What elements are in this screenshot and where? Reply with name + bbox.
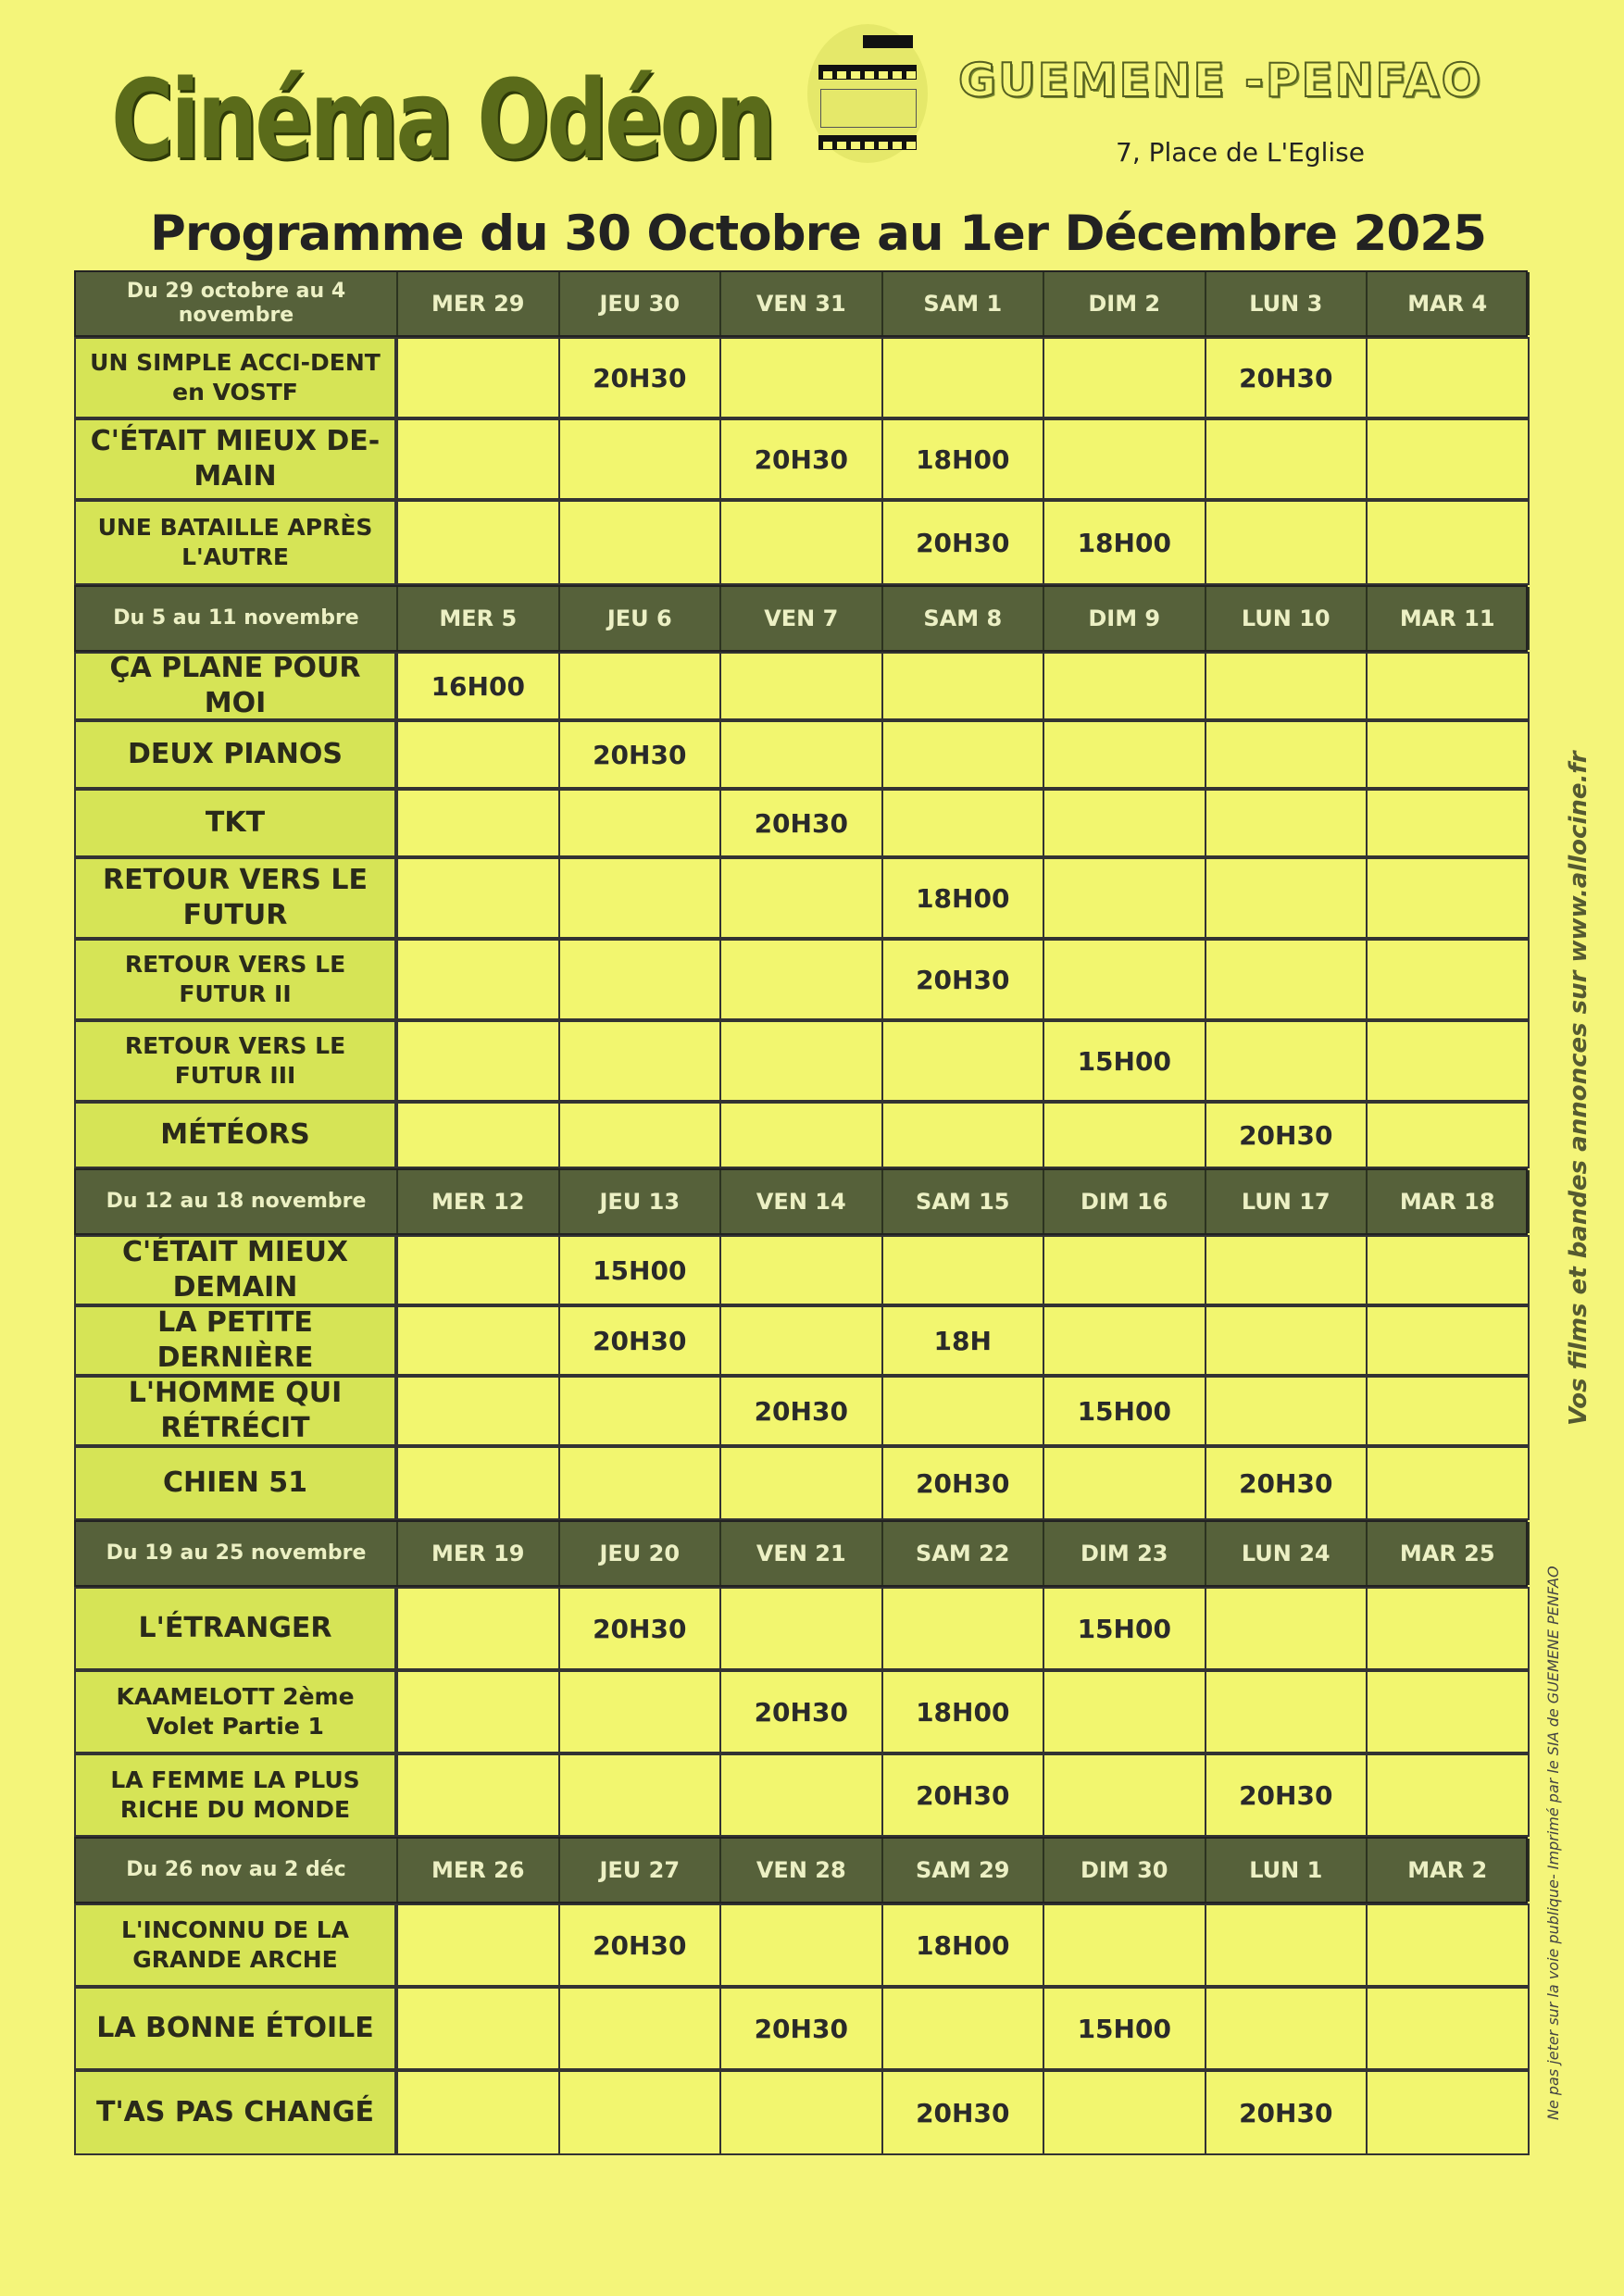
day-header: MAR 2 (1368, 1839, 1530, 1902)
showtime-cell: 20H30 (558, 337, 722, 418)
day-header: JEU 27 (560, 1839, 722, 1902)
address: 7, Place de L'Eglise (1116, 137, 1365, 168)
film-title: UN SIMPLE ACCI-DENT en VOSTF (74, 337, 396, 418)
showtime-cell: 20H30 (719, 1376, 883, 1446)
showtime-cell (1043, 2070, 1206, 2155)
film-clapper-logo-icon (807, 24, 928, 163)
film-title: L'INCONNU DE LA GRANDE ARCHE (74, 1903, 396, 1987)
showtime-cell: 20H30 (719, 1670, 883, 1753)
showtime-cell (558, 1987, 722, 2070)
showtime-cell (1205, 939, 1368, 1020)
film-row (74, 1587, 1528, 1670)
film-title: C'ÉTAIT MIEUX DEMAIN (74, 1235, 396, 1305)
showtime-cell (558, 418, 722, 500)
showtime-cell (1043, 1305, 1206, 1376)
showtime-cell (1366, 1987, 1530, 2070)
showtime-cell (396, 1102, 560, 1168)
showtime-cell (396, 939, 560, 1020)
week-label: Du 26 nov au 2 déc (76, 1839, 398, 1902)
film-title: UNE BATAILLE APRÈS L'AUTRE (74, 500, 396, 585)
showtime-cell (719, 500, 883, 585)
showtime-cell (1366, 720, 1530, 789)
showtime-cell: 20H30 (881, 1446, 1045, 1520)
showtime-cell (558, 500, 722, 585)
day-header: LUN 1 (1206, 1839, 1368, 1902)
showtime-cell: 20H30 (719, 1987, 883, 2070)
showtime-cell (1366, 2070, 1530, 2155)
showtime-cell (719, 939, 883, 1020)
showtime-cell (719, 337, 883, 418)
showtime-cell (719, 1020, 883, 1102)
day-header: JEU 30 (560, 272, 722, 335)
showtime-cell (719, 1305, 883, 1376)
week-header (74, 270, 1528, 337)
showtime-cell (396, 1670, 560, 1753)
showtime-cell: 20H30 (558, 720, 722, 789)
showtime-cell (1205, 789, 1368, 857)
showtime-cell (558, 2070, 722, 2155)
showtime-cell (1043, 1753, 1206, 1837)
film-title: RETOUR VERS LE FUTUR III (74, 1020, 396, 1102)
showtime-cell (1043, 1446, 1206, 1520)
showtime-cell: 18H00 (1043, 500, 1206, 585)
showtime-cell: 20H30 (881, 939, 1045, 1020)
showtime-cell (1205, 1376, 1368, 1446)
day-header: SAM 22 (883, 1522, 1045, 1585)
showtime-cell: 20H30 (881, 1753, 1045, 1837)
showtime-cell: 15H00 (1043, 1587, 1206, 1670)
week-label: Du 5 au 11 novembre (76, 587, 398, 650)
showtime-cell: 18H00 (881, 418, 1045, 500)
showtime-cell: 15H00 (1043, 1987, 1206, 2070)
showtime-cell (1043, 1102, 1206, 1168)
showtime-cell (1043, 720, 1206, 789)
showtime-cell (881, 1102, 1045, 1168)
programme-title: Programme du 30 Octobre au 1er Décembre 2025 (150, 206, 1486, 262)
day-header: DIM 23 (1044, 1522, 1206, 1585)
showtime-cell (1366, 1376, 1530, 1446)
showtime-cell: 20H30 (1205, 1102, 1368, 1168)
showtime-cell: 15H00 (558, 1235, 722, 1305)
showtime-cell (1366, 652, 1530, 720)
showtime-cell (719, 857, 883, 939)
showtime-cell (719, 720, 883, 789)
showtime-cell (396, 857, 560, 939)
showtime-cell (1205, 1987, 1368, 2070)
film-row (74, 939, 1528, 1020)
film-title: ÇA PLANE POUR MOI (74, 652, 396, 720)
showtime-cell: 20H30 (719, 418, 883, 500)
day-header: LUN 24 (1206, 1522, 1368, 1585)
showtime-cell (719, 1903, 883, 1987)
film-row (74, 652, 1528, 720)
day-header: SAM 29 (883, 1839, 1045, 1902)
showtime-cell (881, 1235, 1045, 1305)
showtime-cell (881, 1587, 1045, 1670)
film-title: LA BONNE ÉTOILE (74, 1987, 396, 2070)
showtime-cell (558, 789, 722, 857)
showtime-cell (396, 2070, 560, 2155)
film-title: RETOUR VERS LE FUTUR (74, 857, 396, 939)
day-header: LUN 17 (1206, 1170, 1368, 1233)
day-header: MER 19 (398, 1522, 560, 1585)
film-row (74, 720, 1528, 789)
showtime-cell (1366, 1235, 1530, 1305)
showtime-cell (1366, 789, 1530, 857)
film-row (74, 857, 1528, 939)
showtime-cell (1366, 418, 1530, 500)
showtime-cell (558, 1670, 722, 1753)
film-title: T'AS PAS CHANGÉ (74, 2070, 396, 2155)
film-row (74, 2070, 1528, 2155)
showtime-cell (1205, 1587, 1368, 1670)
showtime-cell: 20H30 (1205, 2070, 1368, 2155)
showtime-cell (1043, 789, 1206, 857)
day-header: VEN 14 (721, 1170, 883, 1233)
film-row (74, 1305, 1528, 1376)
day-header: MER 12 (398, 1170, 560, 1233)
film-title: C'ÉTAIT MIEUX DE-MAIN (74, 418, 396, 500)
showtime-cell (396, 1305, 560, 1376)
cinema-title: Cinéma Odéon (111, 56, 773, 183)
film-title: LA PETITE DERNIÈRE (74, 1305, 396, 1376)
day-header: DIM 9 (1044, 587, 1206, 650)
week-header (74, 1837, 1528, 1903)
showtime-cell: 20H30 (1205, 1446, 1368, 1520)
showtime-cell (881, 789, 1045, 857)
showtime-cell (719, 2070, 883, 2155)
film-title: L'ÉTRANGER (74, 1587, 396, 1670)
showtime-cell (396, 1446, 560, 1520)
showtime-cell (1205, 418, 1368, 500)
day-header: MAR 4 (1368, 272, 1530, 335)
showtime-cell (396, 1587, 560, 1670)
showtime-cell: 20H30 (558, 1305, 722, 1376)
showtime-cell (396, 1903, 560, 1987)
day-header: DIM 30 (1044, 1839, 1206, 1902)
showtime-cell: 20H30 (881, 500, 1045, 585)
film-title: DEUX PIANOS (74, 720, 396, 789)
film-row (74, 1235, 1528, 1305)
showtime-cell (1043, 1670, 1206, 1753)
showtime-cell (881, 337, 1045, 418)
showtime-cell: 20H30 (881, 2070, 1045, 2155)
showtime-cell (1205, 1305, 1368, 1376)
film-row (74, 1102, 1528, 1168)
schedule-grid (74, 270, 1528, 2207)
showtime-cell (1205, 720, 1368, 789)
week-label: Du 19 au 25 novembre (76, 1522, 398, 1585)
showtime-cell: 20H30 (558, 1587, 722, 1670)
showtime-cell (396, 720, 560, 789)
day-header: DIM 2 (1044, 272, 1206, 335)
showtime-cell (558, 1446, 722, 1520)
day-header: MAR 11 (1368, 587, 1530, 650)
showtime-cell (1043, 1235, 1206, 1305)
print-notice: Ne pas jeter sur la voie publique- Imprimé par le SIA de GUEMENE PENFAO (1544, 1566, 1562, 2120)
showtime-cell (396, 1235, 560, 1305)
showtime-cell (396, 337, 560, 418)
showtime-cell (719, 1587, 883, 1670)
day-header: VEN 21 (721, 1522, 883, 1585)
showtime-cell (719, 1446, 883, 1520)
showtime-cell (396, 418, 560, 500)
showtime-cell (558, 1102, 722, 1168)
showtime-cell (396, 1753, 560, 1837)
showtime-cell (1043, 939, 1206, 1020)
week-label: Du 29 octobre au 4 novembre (76, 272, 398, 335)
showtime-cell (558, 939, 722, 1020)
week-header (74, 1168, 1528, 1235)
showtime-cell (1205, 1235, 1368, 1305)
showtime-cell (1205, 500, 1368, 585)
day-header: LUN 3 (1206, 272, 1368, 335)
showtime-cell (719, 1753, 883, 1837)
showtime-cell (1043, 857, 1206, 939)
showtime-cell: 15H00 (1043, 1020, 1206, 1102)
day-header: LUN 10 (1206, 587, 1368, 650)
film-row (74, 1987, 1528, 2070)
showtime-cell (719, 1102, 883, 1168)
film-row (74, 789, 1528, 857)
showtime-cell: 20H30 (719, 789, 883, 857)
showtime-cell (1043, 418, 1206, 500)
film-title: L'HOMME QUI RÉTRÉCIT (74, 1376, 396, 1446)
showtime-cell (396, 1987, 560, 2070)
day-header: VEN 28 (721, 1839, 883, 1902)
showtime-cell: 18H00 (881, 1903, 1045, 1987)
film-row (74, 1446, 1528, 1520)
film-row (74, 1670, 1528, 1753)
film-title: KAAMELOTT 2ème Volet Partie 1 (74, 1670, 396, 1753)
film-title: LA FEMME LA PLUS RICHE DU MONDE (74, 1753, 396, 1837)
showtime-cell (1366, 939, 1530, 1020)
showtime-cell (1366, 1670, 1530, 1753)
showtime-cell (881, 1987, 1045, 2070)
week-header (74, 585, 1528, 652)
showtime-cell: 20H30 (558, 1903, 722, 1987)
showtime-cell (1366, 857, 1530, 939)
showtime-cell (1205, 857, 1368, 939)
day-header: VEN 31 (721, 272, 883, 335)
showtime-cell: 18H (881, 1305, 1045, 1376)
showtime-cell (1205, 652, 1368, 720)
showtime-cell (1366, 1753, 1530, 1837)
day-header: MAR 18 (1368, 1170, 1530, 1233)
showtime-cell (396, 1376, 560, 1446)
city-name: GUEMENE -PENFAO (958, 54, 1483, 107)
showtime-cell (1043, 1903, 1206, 1987)
showtime-cell (1366, 500, 1530, 585)
showtime-cell (1205, 1903, 1368, 1987)
day-header: SAM 8 (883, 587, 1045, 650)
film-row (74, 1376, 1528, 1446)
showtime-cell (719, 1235, 883, 1305)
showtime-cell: 16H00 (396, 652, 560, 720)
showtime-cell (881, 720, 1045, 789)
showtime-cell (881, 1020, 1045, 1102)
showtime-cell (558, 1376, 722, 1446)
film-title: TKT (74, 789, 396, 857)
day-header: JEU 13 (560, 1170, 722, 1233)
showtime-cell (558, 857, 722, 939)
showtime-cell (1366, 1587, 1530, 1670)
showtime-cell: 18H00 (881, 1670, 1045, 1753)
film-row (74, 418, 1528, 500)
week-header (74, 1520, 1528, 1587)
showtime-cell (1366, 1903, 1530, 1987)
showtime-cell (1366, 1102, 1530, 1168)
day-header: SAM 1 (883, 272, 1045, 335)
film-row (74, 1903, 1528, 1987)
showtime-cell: 15H00 (1043, 1376, 1206, 1446)
day-header: MER 29 (398, 272, 560, 335)
showtime-cell (1205, 1020, 1368, 1102)
showtime-cell: 20H30 (1205, 1753, 1368, 1837)
website-note: Vos films et bandes annonces sur www.allocine.fr (1565, 751, 1593, 1426)
film-row (74, 1020, 1528, 1102)
showtime-cell: 20H30 (1205, 337, 1368, 418)
film-row (74, 500, 1528, 585)
day-header: MAR 25 (1368, 1522, 1530, 1585)
showtime-cell (719, 652, 883, 720)
day-header: JEU 6 (560, 587, 722, 650)
showtime-cell (1366, 1020, 1530, 1102)
day-header: MER 5 (398, 587, 560, 650)
showtime-cell (558, 1020, 722, 1102)
showtime-cell (396, 1020, 560, 1102)
day-header: VEN 7 (721, 587, 883, 650)
day-header: JEU 20 (560, 1522, 722, 1585)
film-title: RETOUR VERS LE FUTUR II (74, 939, 396, 1020)
showtime-cell (1366, 1446, 1530, 1520)
showtime-cell (1043, 337, 1206, 418)
showtime-cell: 18H00 (881, 857, 1045, 939)
film-title: MÉTÉORS (74, 1102, 396, 1168)
day-header: MER 26 (398, 1839, 560, 1902)
day-header: DIM 16 (1044, 1170, 1206, 1233)
showtime-cell (881, 1376, 1045, 1446)
showtime-cell (1205, 1670, 1368, 1753)
showtime-cell (396, 500, 560, 585)
showtime-cell (558, 1753, 722, 1837)
film-row (74, 1753, 1528, 1837)
film-row (74, 337, 1528, 418)
film-title: CHIEN 51 (74, 1446, 396, 1520)
week-label: Du 12 au 18 novembre (76, 1170, 398, 1233)
showtime-cell (1366, 1305, 1530, 1376)
showtime-cell (1366, 337, 1530, 418)
showtime-cell (881, 652, 1045, 720)
showtime-cell (1043, 652, 1206, 720)
day-header: SAM 15 (883, 1170, 1045, 1233)
showtime-cell (558, 652, 722, 720)
showtime-cell (396, 789, 560, 857)
